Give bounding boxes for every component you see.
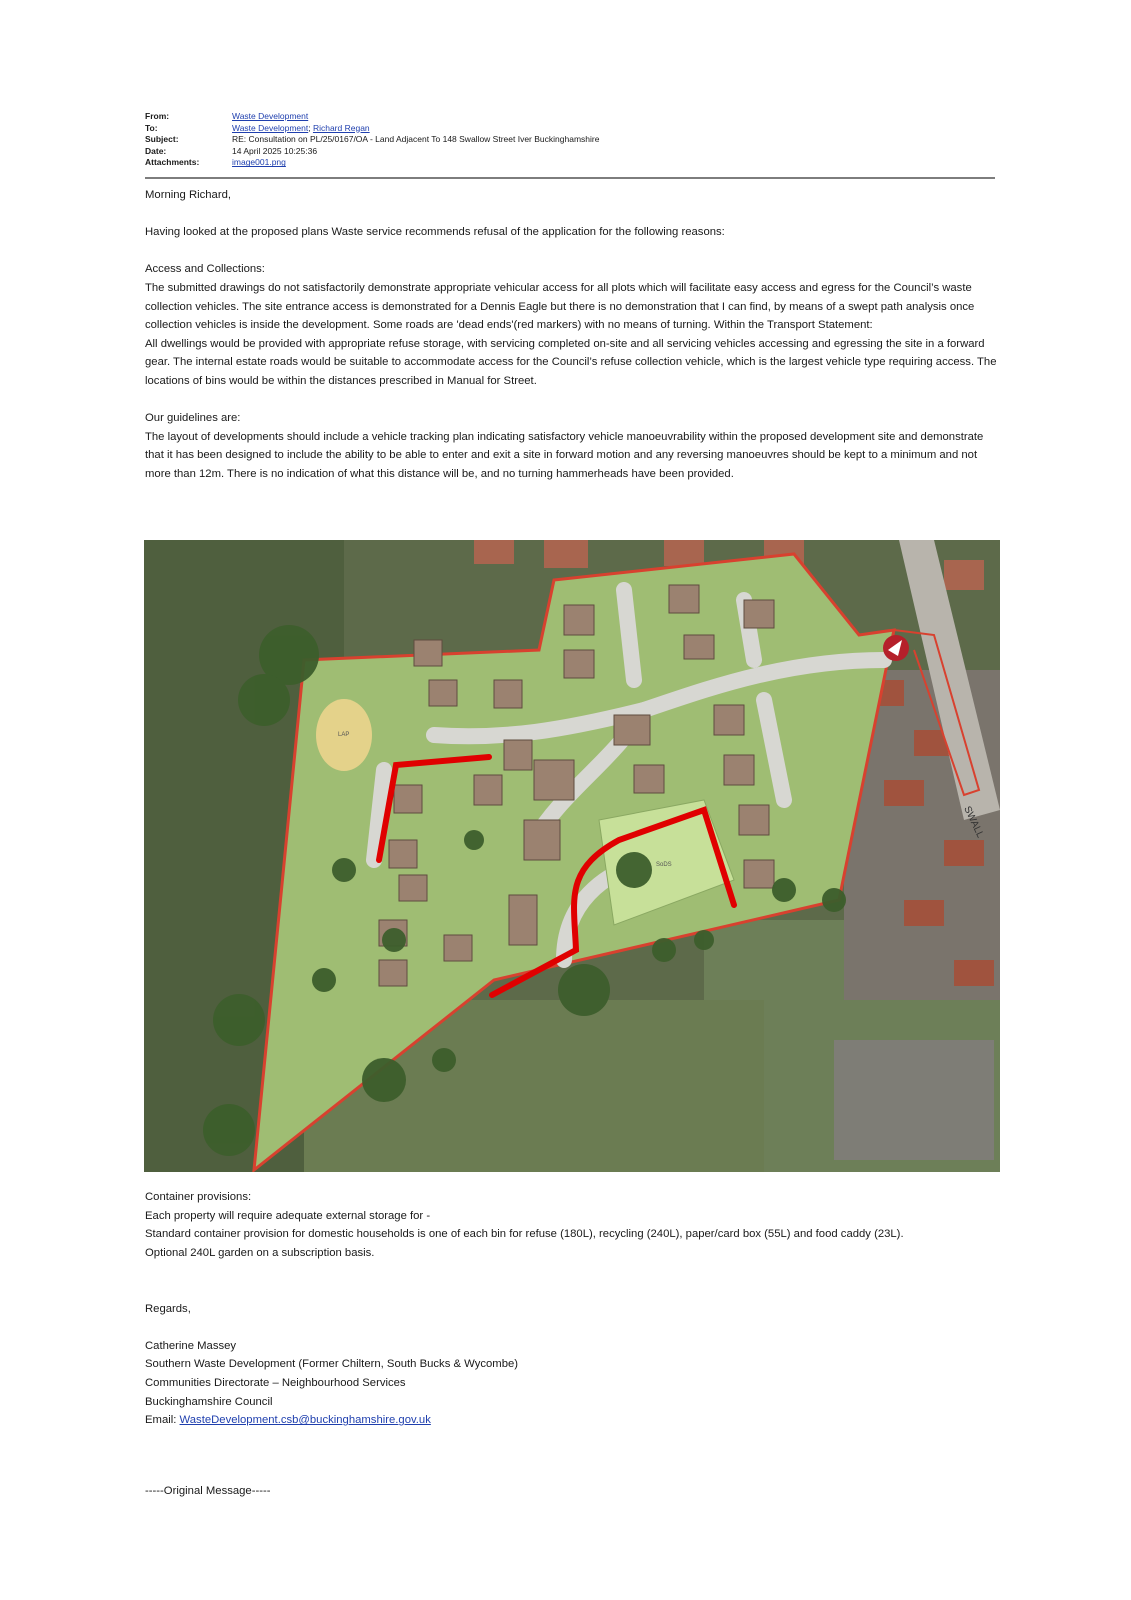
- subject-row: [145, 134, 995, 146]
- containers-heading: Container provisions:: [145, 1191, 252, 1203]
- signature-council: Buckinghamshire Council: [145, 1395, 273, 1408]
- header-divider: [145, 177, 995, 179]
- date-value: 14 April 2025 10:25:36: [232, 145, 318, 156]
- signature-email-line: [145, 1411, 1000, 1430]
- attachment-link[interactable]: image001.png: [232, 157, 286, 168]
- access-paragraph: The submitted drawings do not satisfactorily demonstrate appropriate vehicular access for all plots which will facilitate easy access and egress for the Council’s waste collection vehicles. The site entrance access is demonstrated for a Dennis Eagle but there is no demonstration that I can find, by means of a swept path analysis once collection vehicles is inside the development. Some roads are 'dead ends'(red markers) with no means of turning. Within the Transport Statement:: [145, 281, 975, 332]
- intro-paragraph: Having looked at the proposed plans Waste service recommends refusal of the application for the following reasons:: [145, 226, 725, 239]
- guidelines-paragraph: The layout of developments should include a vehicle tracking plan indicating satisfactory vehicle manoeuvrability within the proposed development site and demonstrate that it has been designed to include the ability to be able to enter and exit a site in forward motion and any reversing manoeuvres should be kept to a minimum and not more than 12m. There is no indication of what this distance will be, and no turning hammerheads have been provided.: [145, 430, 984, 480]
- from-row: [145, 111, 995, 123]
- street-label: SWALL: [961, 804, 986, 840]
- email-body: [145, 186, 1000, 484]
- containers-line-1: Each property will require adequate external storage for -: [145, 1209, 431, 1222]
- containers-line-3: Optional 240L garden on a subscription basis.: [145, 1246, 375, 1259]
- date-row: [145, 146, 995, 158]
- lap-label: LAP: [338, 732, 350, 738]
- to-row: [145, 123, 995, 135]
- to-link-richard-regan[interactable]: Richard Regan: [312, 122, 370, 133]
- to-label: To:: [145, 122, 158, 133]
- guidelines-heading: Our guidelines are:: [145, 412, 241, 425]
- signature-role: Southern Waste Development (Former Chiltern, South Bucks & Wycombe): [145, 1358, 519, 1371]
- from-label: From:: [145, 111, 170, 121]
- signature-name: Catherine Massey: [145, 1339, 237, 1352]
- regards: Regards,: [145, 1302, 191, 1315]
- email-link[interactable]: WasteDevelopment.csb@buckinghamshire.gov.uk: [179, 1414, 431, 1427]
- to-link-waste-development[interactable]: Waste Development: [232, 122, 309, 133]
- email-header: [145, 111, 995, 169]
- email-footer: [145, 1188, 1000, 1430]
- from-link[interactable]: Waste Development: [232, 111, 309, 121]
- date-label: Date:: [145, 145, 167, 156]
- email-label: Email:: [145, 1414, 180, 1427]
- sods-label: SoDS: [656, 862, 672, 868]
- greeting: Morning Richard,: [145, 189, 232, 201]
- to-separator: ;: [308, 122, 313, 133]
- access-heading: Access and Collections:: [145, 263, 265, 276]
- subject-value: RE: Consultation on PL/25/0167/OA - Land Adjacent To 148 Swallow Street Iver Buckinghamshire: [232, 134, 600, 145]
- containers-line-2: Standard container provision for domestic households is one of each bin for refuse (180L), recycling (240L), paper/card box (55L) and food caddy (23L).: [145, 1228, 904, 1241]
- signature-directorate: Communities Directorate – Neighbourhood Services: [145, 1376, 406, 1389]
- site-plan-image: [144, 540, 1000, 1172]
- transport-statement-quote: All dwellings would be provided with appropriate refuse storage, with servicing completed on-site and all servicing vehicles accessing and egressing the site in a forward gear. The internal estate roads would be suitable to accommodate access for the Council’s refuse collection vehicle, which is the largest vehicle type requiring access. The locations of bins would be within the distances prescribed in Manual for Street.: [145, 337, 997, 387]
- original-message-separator: -----Original Message-----: [145, 1485, 271, 1497]
- attachments-row: [145, 157, 995, 169]
- attachments-label: Attachments:: [145, 157, 200, 168]
- subject-label: Subject:: [145, 134, 179, 145]
